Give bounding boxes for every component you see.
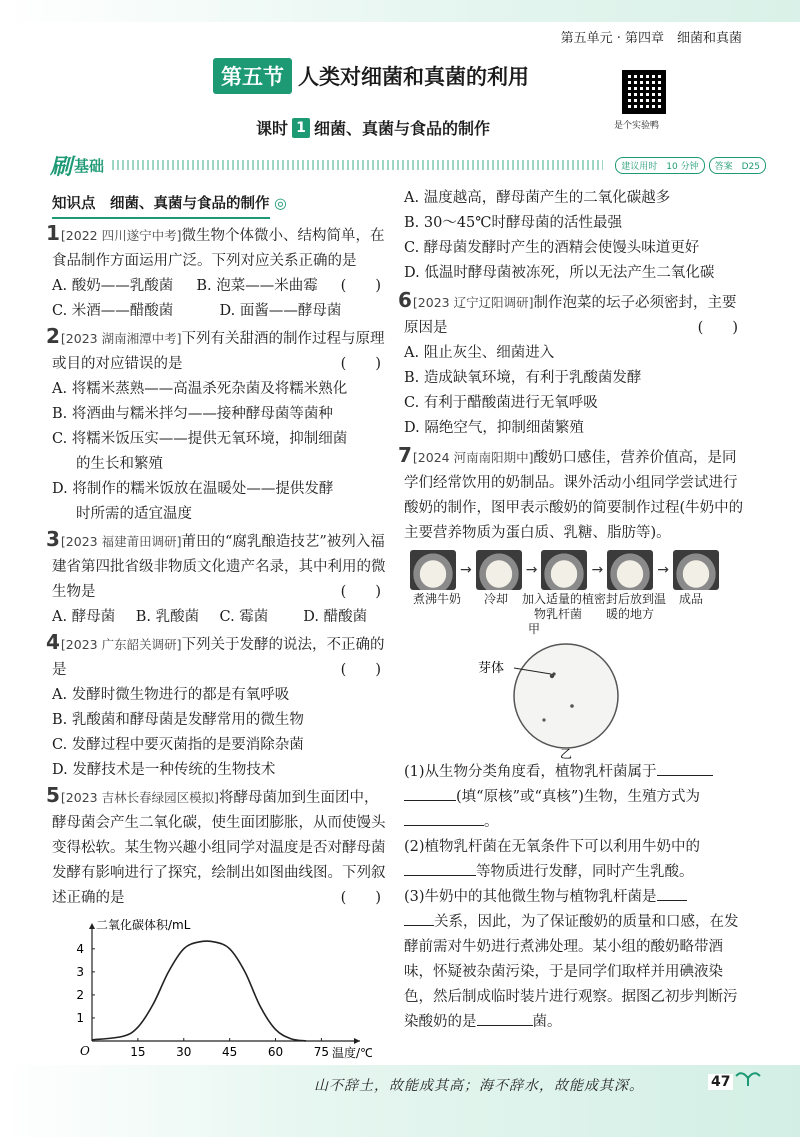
lesson-label: 课时 xyxy=(256,119,289,138)
answer-paren[interactable]: ( ) xyxy=(697,320,738,336)
y-tick-label: 1 xyxy=(76,1010,84,1025)
y-tick-label: 3 xyxy=(76,964,84,979)
step-caption: 煮沸牛奶 xyxy=(412,592,461,606)
question-stem: 下列关于发酵的说法，不正确的是 xyxy=(52,637,385,678)
cell xyxy=(570,704,574,708)
answer-pill[interactable]: 答案 D25 xyxy=(709,157,766,174)
x-axis-arrow xyxy=(354,1038,360,1044)
question-stem: 微生物个体微小、结构简单，在食品制作方面运用广泛。下列对应关系正确的是 xyxy=(52,228,385,269)
top-band xyxy=(0,0,800,22)
x-tick-label: 30 xyxy=(176,1045,192,1059)
option-d: D. 发酵技术是一种传统的生物技术 xyxy=(52,762,276,778)
question-6 xyxy=(398,288,744,441)
answer-blank[interactable] xyxy=(404,825,484,826)
option-c: C. 有利于醋酸菌进行无氧呼吸 xyxy=(404,395,598,411)
answer-paren[interactable]: ( ) xyxy=(340,662,381,678)
sub-question-2 xyxy=(404,835,744,885)
question-source: [2023 辽宁辽阳调研] xyxy=(412,295,534,310)
option-b: B. 乳酸菌和酵母菌是发酵常用的微生物 xyxy=(52,712,304,728)
question-source: [2024 河南南阳期中] xyxy=(412,450,534,465)
q5-option-a: A. 温度越高，酵母菌产生的二氧化碳越多 xyxy=(404,190,671,206)
question-source: [2022 四川遂宁中考] xyxy=(60,228,182,243)
microscope-svg xyxy=(404,640,724,760)
option-a: A. 酵母菌 xyxy=(52,609,116,625)
question-2 xyxy=(46,324,387,527)
answer-blank[interactable] xyxy=(404,925,434,926)
answer-paren[interactable]: ( ) xyxy=(340,278,381,294)
option-a: A. 酸奶——乳酸菌 xyxy=(52,278,174,294)
right-column xyxy=(398,186,744,1035)
sub1-text-b: (填“原核”或“真核”)生物，生殖方式为 xyxy=(456,789,700,805)
sub3-text-c: 菌。 xyxy=(532,1014,562,1030)
answer-blank[interactable] xyxy=(477,1025,533,1026)
section-title xyxy=(213,60,529,92)
answer-blank[interactable] xyxy=(404,800,456,801)
option-a: A. 阻止灰尘、细菌进入 xyxy=(404,345,555,361)
question-stem: 将酵母菌加到生面团中，酵母菌会产生二氧化碳，使生面团膨胀，从而使馒头变得松软。某生物兴趣小组同学对温度是否对酵母菌发酵有影响进行了探究，绘制出如图曲线图。下列叙述正确的是 xyxy=(52,790,386,906)
answer-paren[interactable]: ( ) xyxy=(340,584,381,600)
left-column xyxy=(46,192,387,1063)
question-stem: 酸奶口感佳，营养价值高，是同学们经常饮用的奶制品。课外活动小组同学尝试进行酸奶的制作，图甲表示酸奶的简要制作过程(牛奶中的主要营养物质为蛋白质、乳糖、脂肪等)。 xyxy=(404,450,744,541)
chart-svg xyxy=(52,913,372,1063)
question-stem: 莆田的“腐乳酿造技艺”被列入福建省第四批省级非物质文化遗产名录，其中利用的微生物是 xyxy=(52,534,386,600)
answer-paren[interactable]: ( ) xyxy=(340,890,381,906)
x-tick-label: 75 xyxy=(313,1045,330,1059)
answer-paren[interactable]: ( ) xyxy=(340,356,381,372)
step-caption: 成品 xyxy=(678,592,703,606)
figure-b-label: 乙 xyxy=(560,747,573,760)
option-d: D. 将制作的糯米饭放在温暖处——提供发酵 xyxy=(52,481,334,497)
option-d: D. 醋酸菌 xyxy=(303,609,368,625)
question-number: 3 xyxy=(46,527,60,551)
question-3 xyxy=(46,527,387,630)
option-a: A. 发酵时微生物进行的都是有氧呼吸 xyxy=(52,687,290,703)
sub3-text: (3)牛奶中的其他微生物与植物乳杆菌是 xyxy=(404,889,657,905)
sub2-text-b: 等物质进行发酵，同时产生乳酸。 xyxy=(476,864,694,880)
x-axis-label: 温度/℃ xyxy=(332,1046,372,1060)
time-pill: 建议用时 10 分钟 xyxy=(615,157,704,174)
bud-label: 芽体 xyxy=(478,661,505,676)
photo-seal xyxy=(607,550,653,590)
answer-blank[interactable] xyxy=(657,775,713,776)
options-row xyxy=(52,299,387,324)
sprout-icon xyxy=(734,1066,762,1088)
step-caption: 密封后放到温暖的地方 xyxy=(594,592,667,621)
options-row xyxy=(52,274,341,299)
question-number: 6 xyxy=(398,288,412,312)
qr-code-icon[interactable] xyxy=(622,70,666,114)
x-tick-label: 60 xyxy=(267,1045,284,1059)
options-row xyxy=(52,605,387,630)
photo-cool xyxy=(476,550,522,590)
bud xyxy=(552,672,555,675)
sub1-text-c: 。 xyxy=(484,814,499,830)
option-b: B. 将酒曲与糯米拌匀——接种酵母菌等菌种 xyxy=(52,406,333,422)
option-c: C. 霉菌 xyxy=(219,609,269,625)
question-number: 1 xyxy=(46,221,60,245)
co2-curve xyxy=(92,941,306,1041)
question-number: 2 xyxy=(46,324,60,348)
option-d-cont: 时所需的适宜温度 xyxy=(76,506,192,522)
yogurt-process-photos xyxy=(410,550,744,590)
dotted-divider xyxy=(112,160,603,170)
photo-product xyxy=(673,550,719,590)
question-1 xyxy=(46,221,387,324)
y-tick-label: 4 xyxy=(76,941,84,956)
lesson-number: 1 xyxy=(292,118,310,138)
question-number: 4 xyxy=(46,630,60,654)
arrow-icon: → xyxy=(460,562,472,578)
answer-blank[interactable] xyxy=(404,875,476,876)
photo-inoculate xyxy=(541,550,587,590)
y-axis-label: 二氧化碳体积/mL xyxy=(96,918,191,932)
photo-boil xyxy=(410,550,456,590)
lesson-name: 细菌、真菌与食品的制作 xyxy=(314,119,491,138)
question-source: [2023 湖南湘潭中考] xyxy=(60,331,182,346)
basic-practice-bar xyxy=(50,152,766,178)
sub3-text-b: 关系，因此，为了保证酸奶的质量和口感，在发酵前需对牛奶进行煮沸处理。某小组的酸奶略带酒味，怀疑被杂菌污染，于是同学们取样并用碘液染色，然后制成临时装片进行观察。据图乙初步判断污染酸奶的是 xyxy=(404,914,739,1030)
option-a: A. 将糯米蒸熟——高温杀死杂菌及将糯米熟化 xyxy=(52,381,348,397)
question-7 xyxy=(398,443,744,546)
arrow-icon: → xyxy=(657,562,669,578)
x-tick-label: 45 xyxy=(222,1045,238,1059)
option-d: D. 面酱——酵母菌 xyxy=(219,303,342,319)
question-source: [2023 吉林长春绿园区模拟] xyxy=(60,790,219,805)
microscope-field xyxy=(514,644,618,748)
option-b: B. 泡菜——米曲霉 xyxy=(196,278,318,294)
question-stem: 制作泡菜的坛子必须密封，主要原因是 xyxy=(404,295,737,336)
sub-question-1 xyxy=(404,760,744,835)
question-4 xyxy=(46,630,387,783)
option-c: C. 将糯米饭压实——提供无氧环境，抑制细菌 xyxy=(52,431,348,447)
question-number: 7 xyxy=(398,443,412,467)
section-heading: 人类对细菌和真菌的利用 xyxy=(298,65,529,89)
question-stem: 下列有关甜酒的制作过程与原理或目的对应错误的是 xyxy=(52,331,385,372)
option-c: C. 发酵过程中要灭菌指的是要消除杂菌 xyxy=(52,737,304,753)
question-5 xyxy=(46,783,387,911)
cell xyxy=(542,718,545,721)
question-number: 5 xyxy=(46,783,60,807)
sub2-text: (2)植物乳杆菌在无氧条件下可以利用牛奶中的 xyxy=(404,839,701,855)
option-b: B. 乳酸菌 xyxy=(135,609,200,625)
option-d: D. 隔绝空气，抑制细菌繁殖 xyxy=(404,420,584,436)
sub-question-3 xyxy=(404,885,744,1035)
co2-temperature-chart xyxy=(52,913,372,1063)
question-source: [2023 广东韶关调研] xyxy=(60,637,182,652)
option-c-cont: 的生长和繁殖 xyxy=(76,456,163,472)
shua-label: 刷 xyxy=(50,154,73,180)
qr-caption: 是个实验鸭 xyxy=(614,121,660,131)
y-tick-label: 2 xyxy=(76,987,84,1002)
q5-option-c: C. 酵母菌发酵时产生的酒精会使馒头味道更好 xyxy=(404,240,700,256)
basic-label: 基础 xyxy=(74,156,105,175)
figure-a-label: 甲 xyxy=(527,622,540,636)
arrow-icon: → xyxy=(591,562,604,578)
origin-label: O xyxy=(80,1044,90,1058)
option-b: B. 造成缺氧环境，有利于乳酸菌发酵 xyxy=(404,370,642,386)
section-badge: 第五节 xyxy=(213,58,292,94)
answer-blank[interactable] xyxy=(657,900,687,901)
question-source: [2023 福建莆田调研] xyxy=(60,534,182,549)
lesson-title xyxy=(256,116,490,139)
photo-captions xyxy=(404,592,744,622)
y-axis-arrow xyxy=(89,923,95,929)
x-tick-label: 15 xyxy=(130,1045,146,1059)
knowledge-point-title: 知识点 细菌、真菌与食品的制作 xyxy=(52,192,270,219)
footer-motto: 山不辞土，故能成其高；海不辞水，故能成其深。 xyxy=(314,1078,644,1094)
step-caption: 加入适量的植物乳杆菌 xyxy=(522,592,595,621)
q5-option-b: B. 30～45℃时酵母菌的活性最强 xyxy=(404,215,622,231)
microscope-figure xyxy=(404,640,724,760)
running-head: 第五单元 · 第四章 细菌和真菌 xyxy=(560,31,742,46)
arrow-icon: → xyxy=(525,562,538,578)
q5-option-d: D. 低温时酵母菌被冻死，所以无法产生二氧化碳 xyxy=(404,265,715,281)
target-icon: ◎ xyxy=(274,196,287,212)
sub1-text: (1)从生物分类角度看，植物乳杆菌属于 xyxy=(404,764,657,780)
step-caption: 冷却 xyxy=(483,592,508,606)
option-c: C. 米酒——醋酸菌 xyxy=(52,303,174,319)
knowledge-point-row xyxy=(52,192,387,221)
page-number: 47 xyxy=(708,1074,733,1090)
